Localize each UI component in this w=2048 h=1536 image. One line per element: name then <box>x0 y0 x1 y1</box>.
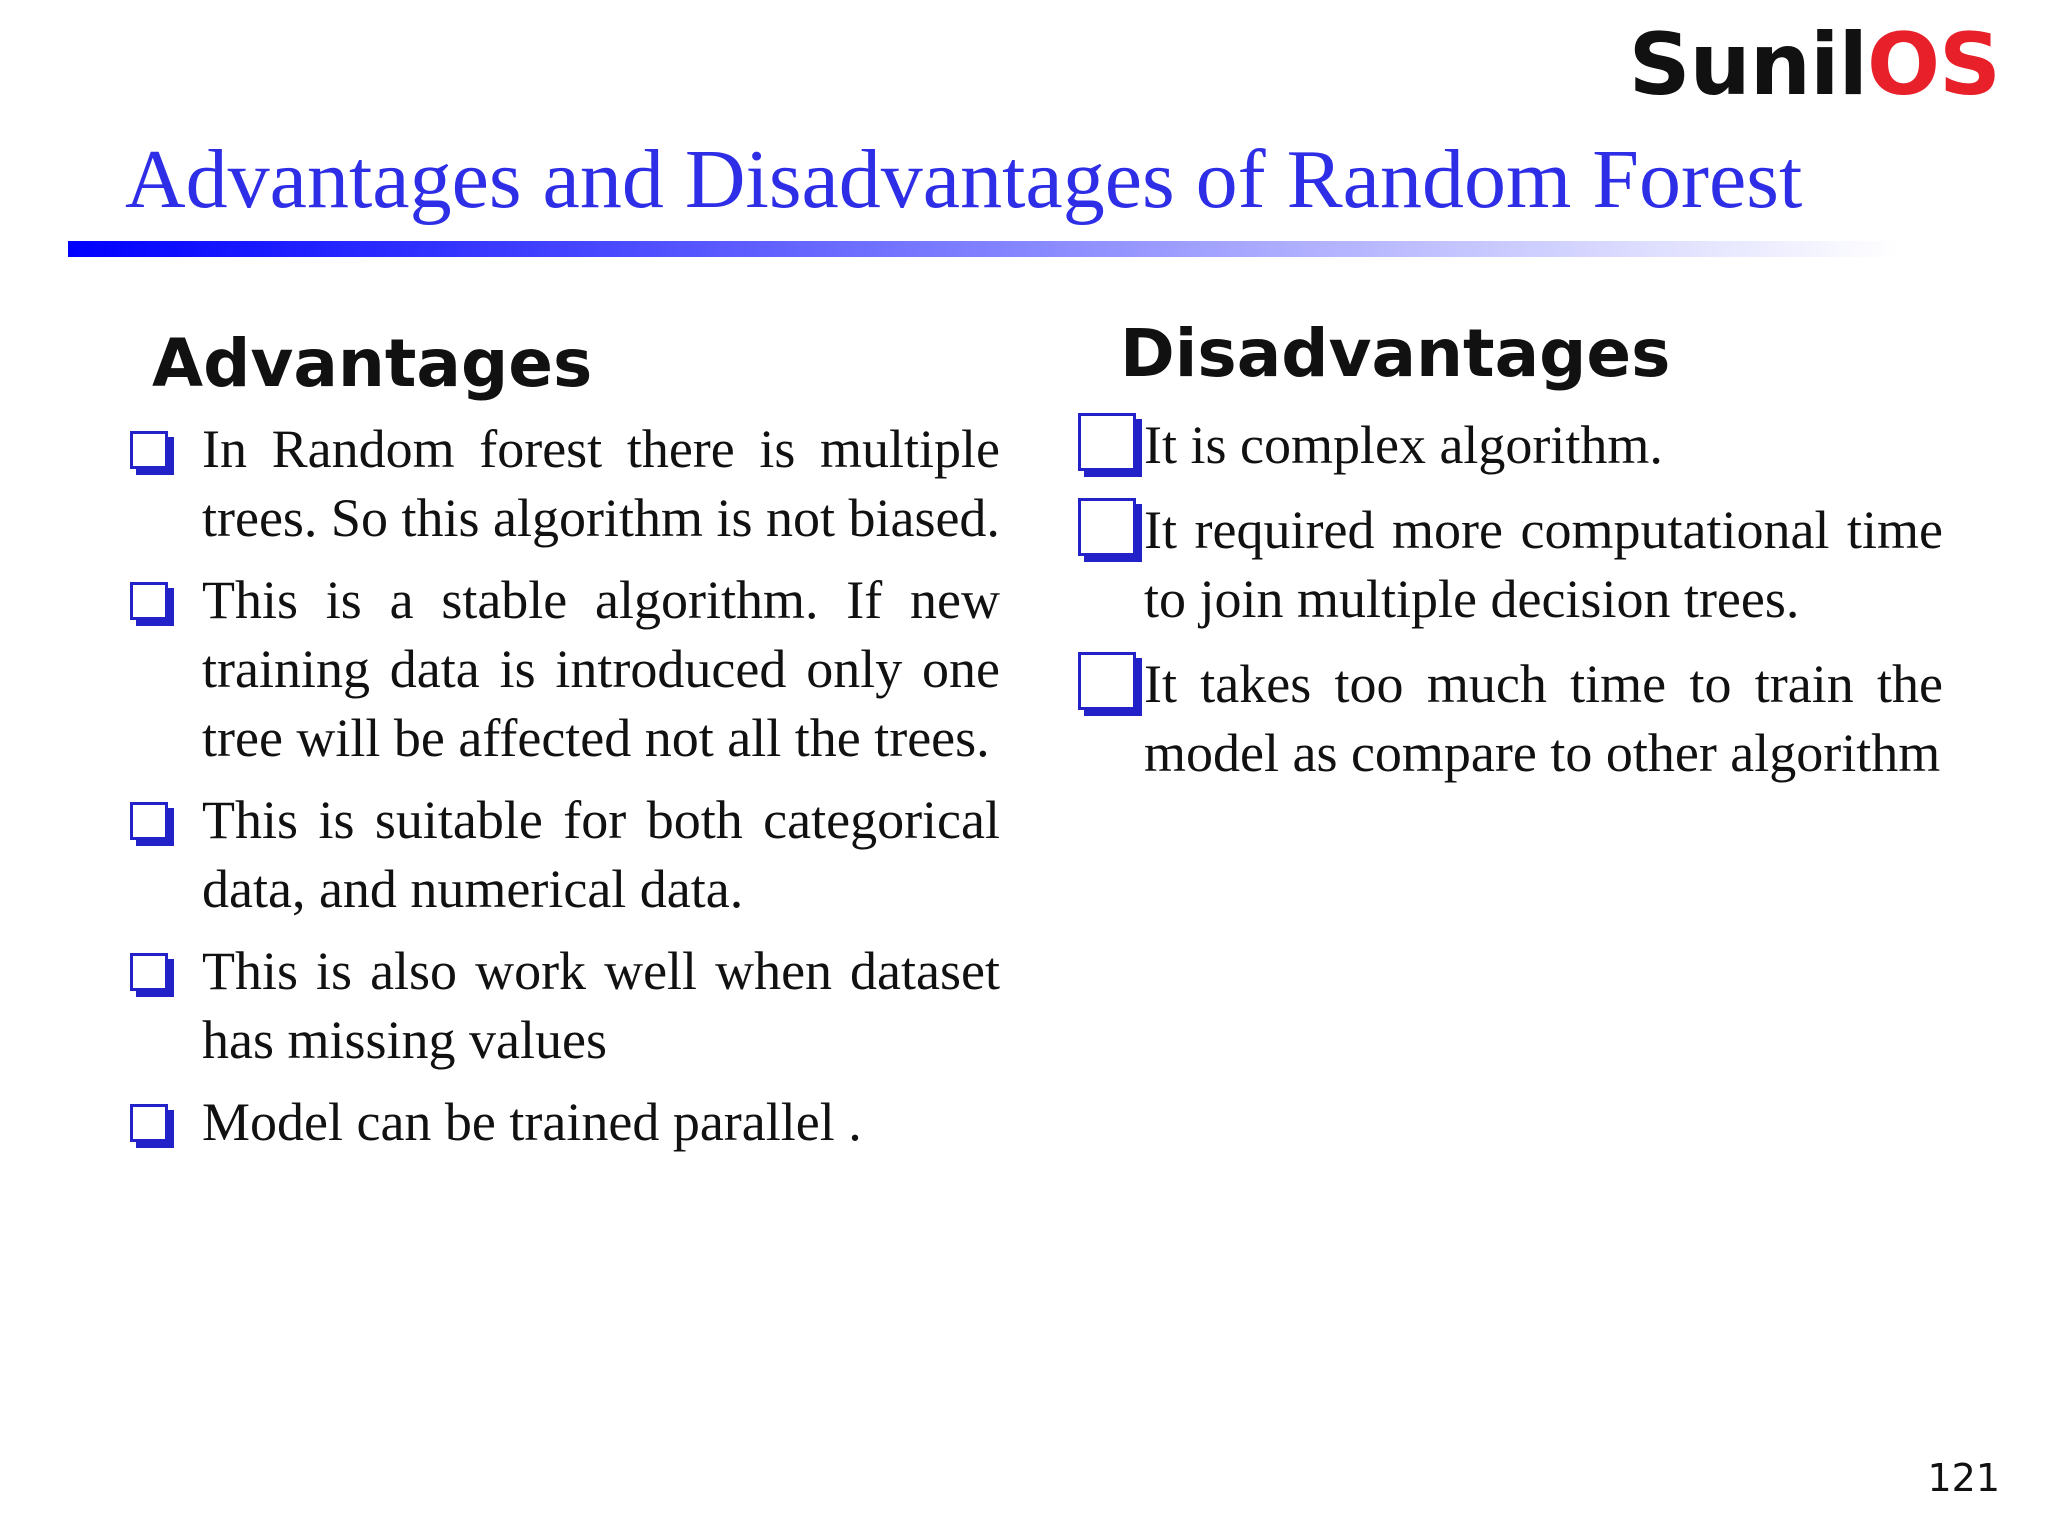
square-bullet-icon <box>130 802 168 840</box>
disadvantages-heading: Disadvantages <box>1120 315 1671 392</box>
list-item <box>1078 496 1943 634</box>
logo-text-sunil: Sunil <box>1628 15 1867 115</box>
advantages-column <box>130 325 1000 1170</box>
list-item-text: This is suitable for both categorical data, and numerical data. <box>202 789 1000 919</box>
advantages-heading: Advantages <box>152 325 593 402</box>
square-bullet-icon <box>130 582 168 620</box>
list-item <box>1078 650 1943 788</box>
disadvantages-list <box>1078 411 1943 788</box>
list-item-text: It required more computational time to join multiple decision trees. <box>1144 499 1943 629</box>
list-item <box>130 1088 1000 1157</box>
list-item-text: This is a stable algorithm. If new training data is introduced only one tree will be affected not all the trees. <box>202 569 1000 768</box>
square-bullet-icon <box>130 953 168 991</box>
square-bullet-icon <box>1078 413 1136 471</box>
list-item-text: Model can be trained parallel . <box>202 1091 862 1152</box>
list-item-text: It is complex algorithm. <box>1144 414 1663 475</box>
list-item-text: In Random forest there is multiple trees. So this algorithm is not biased. <box>202 418 1000 548</box>
disadvantages-column <box>1078 315 1943 804</box>
logo-text-os: OS <box>1866 15 2000 115</box>
square-bullet-icon <box>130 431 168 469</box>
list-item-text: It takes too much time to train the model as compare to other algorithm <box>1144 653 1943 783</box>
list-item <box>1078 411 1943 480</box>
list-item-text: This is also work well when dataset has missing values <box>202 940 1000 1070</box>
list-item <box>130 415 1000 553</box>
list-item <box>130 566 1000 773</box>
page-number: 121 <box>1927 1456 2000 1500</box>
advantages-list <box>130 415 1000 1157</box>
slide-title: Advantages and Disadvantages of Random Forest <box>125 133 1803 226</box>
square-bullet-icon <box>1078 498 1136 556</box>
list-item <box>130 937 1000 1075</box>
sunilos-logo <box>1628 15 2000 115</box>
square-bullet-icon <box>1078 652 1136 710</box>
square-bullet-icon <box>130 1104 168 1142</box>
list-item <box>130 786 1000 924</box>
title-underline-bar <box>68 241 1898 257</box>
